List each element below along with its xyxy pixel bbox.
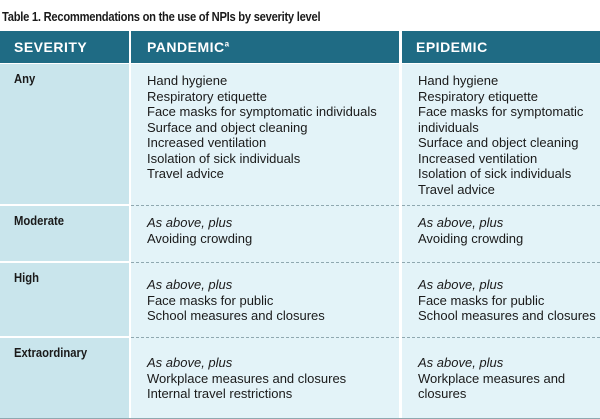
epidemic-cell-moderate: As above, plus Avoiding crowding [418,215,524,246]
severity-cell-extraordinary: Extraordinary [0,338,129,418]
severity-cell-high: High [0,263,129,336]
header-severity-label: SEVERITY [14,39,88,55]
pandemic-cell-moderate: As above, plus Avoiding crowding [147,215,253,246]
header-pandemic-label: PANDEMIC$^a$ [147,39,230,55]
row-divider [402,205,600,206]
pandemic-cell-high: As above, plus Face masks for public School measures and closures [147,277,325,323]
header-epidemic [402,31,600,63]
header-epidemic-label: EPIDEMIC [416,39,488,55]
epidemic-cell-extraordinary: As above, plus Workplace measures and closures [418,355,566,401]
epidemic-cell-high: As above, plus Face masks for public School measures and closures [418,277,596,323]
row-divider [131,337,399,338]
epidemic-cell-any: Hand hygiene Respiratory etiquette Face masks for symptomatic individuals Surface and object cleaning Increased ventilation Isolation of sick individuals Travel advice [418,73,584,197]
row-divider [402,262,600,263]
row-divider [131,262,399,263]
row-divider [131,205,399,206]
row-divider [402,337,600,338]
table-title: Table 1. Recommendations on the use of NPIs by severity level [2,9,321,24]
pandemic-cell-extraordinary: As above, plus Workplace measures and closures Internal travel restrictions [147,355,347,401]
header-pandemic [131,31,399,63]
severity-cell-moderate: Moderate [0,206,129,261]
pandemic-cell-any: Hand hygiene Respiratory etiquette Face masks for symptomatic individuals Surface and object cleaning Increased ventilation Isolation of sick individuals Travel advice [147,73,377,181]
header-severity [0,31,129,63]
severity-cell-any: Any [0,64,129,204]
